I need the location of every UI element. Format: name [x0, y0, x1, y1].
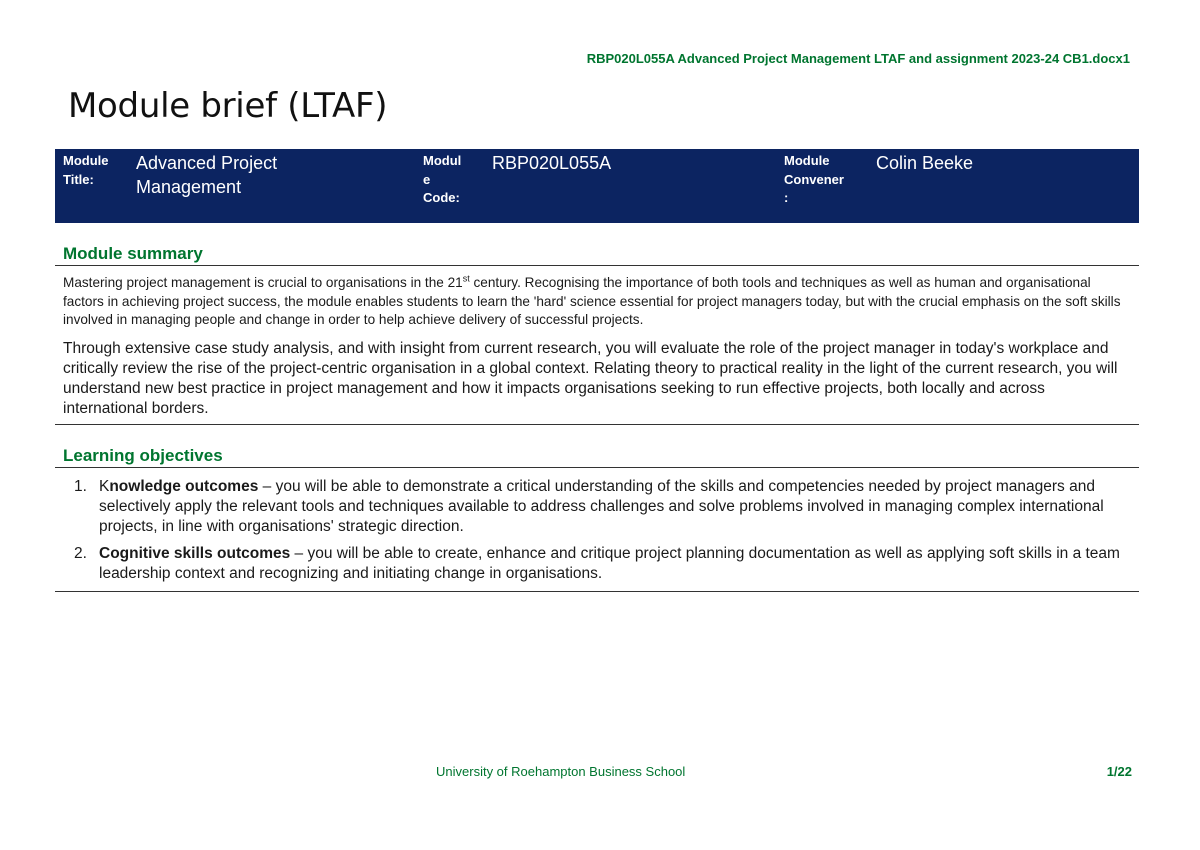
module-title-value: Advanced Project Management	[136, 153, 278, 197]
section-divider	[55, 591, 1139, 592]
summary-paragraph-2: Through extensive case study analysis, and with insight from current research, you will evaluate the role of the project manager in today's workplace and critically review the rise of the project-centric organisation in a global context. Relating theory to practical reality in the light of the current research, you will understand new best practice in project management and how it impacts organisations seeking to run effective projects, both locally and across international borders.	[63, 340, 1118, 417]
module-code-value: RBP020L055A	[492, 153, 612, 173]
list-item-number: 1.	[74, 478, 87, 495]
footer-school-name: University of Roehampton Business School	[436, 764, 686, 779]
module-summary-heading: Module summary	[55, 244, 1139, 266]
section-divider	[55, 424, 1139, 425]
module-title-label: Module Title:	[63, 153, 109, 187]
document-file-name: RBP020L055A Advanced Project Management LTAF and assignment 2023-24 CB1.docx1	[586, 51, 1130, 66]
module-convener-label: Module Convener :	[784, 153, 844, 205]
module-convener-value: Colin Beeke	[876, 153, 974, 173]
module-info-band	[55, 149, 1139, 223]
list-item: 2. Cognitive skills outcomes – you will be able to create, enhance and critique project planning documentation as well as applying soft skills in a team leadership context and recognizing and initiating change in organisations.	[74, 545, 1120, 582]
objectives-list	[63, 477, 1123, 584]
page-number: 1/22	[1106, 764, 1132, 779]
learning-objectives-heading: Learning objectives	[55, 446, 1139, 468]
list-item-number: 2.	[74, 545, 87, 562]
page-title: Module brief (LTAF)	[68, 86, 388, 126]
summary-paragraph-1: Mastering project management is crucial to organisations in the 21st century. Recognising the importance of both tools and techniques as well as human and organisational factors in achieving project success, the module enables students to learn the 'hard' science essential for project managers today, but with the crucial emphasis on the soft skills involved in managing people and change in order to help achieve delivery of successful projects.	[63, 273, 1121, 327]
list-item: 1. Knowledge outcomes – you will be able to demonstrate a critical understanding of the skills and competencies needed by project managers and selectively apply the relevant tools and techniques available to address challenges and solve problems involved in managing complex international projects, in line with organisations' strategic direction.	[74, 478, 1104, 535]
module-code-label: Modul e Code:	[423, 153, 462, 205]
